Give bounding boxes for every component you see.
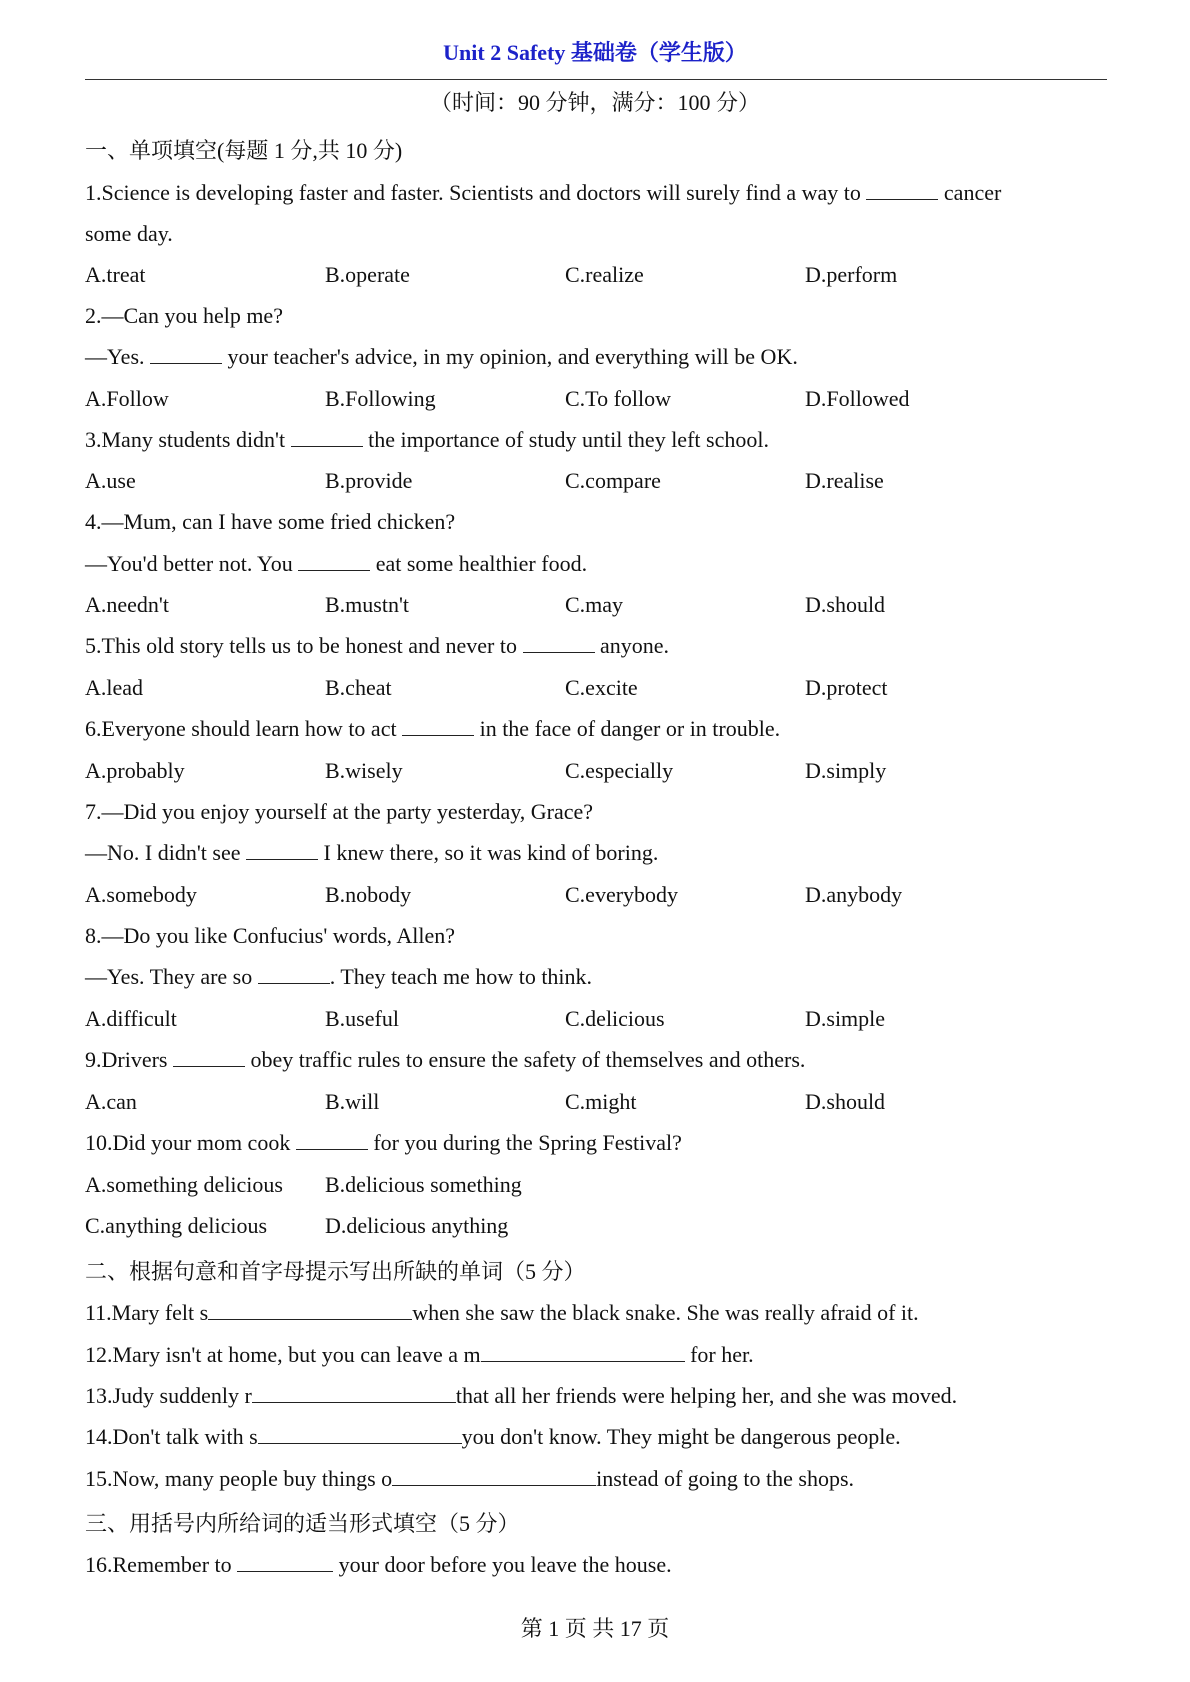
option-c[interactable]: C.especially: [565, 758, 674, 783]
option-b[interactable]: B.provide: [325, 468, 413, 493]
option-c[interactable]: C.may: [565, 592, 624, 617]
option-b[interactable]: B.wisely: [325, 758, 403, 783]
option-a[interactable]: A.Follow: [85, 386, 169, 411]
question-3: 3.Many students didn't the importance of study until they left school.: [85, 427, 769, 452]
option-d[interactable]: D.protect: [805, 675, 888, 700]
option-a[interactable]: A.lead: [85, 675, 144, 700]
option-d[interactable]: D.Followed: [805, 386, 910, 411]
option-a[interactable]: A.something delicious: [85, 1172, 283, 1197]
option-d[interactable]: D.should: [805, 592, 886, 617]
answer-blank[interactable]: [246, 841, 318, 860]
answer-blank[interactable]: [392, 1467, 596, 1486]
question-9: 9.Drivers obey traffic rules to ensure the safety of themselves and others.: [85, 1047, 806, 1072]
answer-blank[interactable]: [291, 428, 363, 447]
header-divider: [85, 79, 1107, 80]
option-d[interactable]: D.delicious anything: [325, 1213, 509, 1238]
option-c[interactable]: C.delicious: [565, 1006, 665, 1031]
option-b[interactable]: B.cheat: [325, 675, 392, 700]
answer-blank[interactable]: [208, 1301, 412, 1320]
answer-blank[interactable]: [258, 965, 330, 984]
question-4: 4.—Mum, can I have some fried chicken?: [85, 509, 456, 534]
section-heading-2: 二、根据句意和首字母提示写出所缺的单词（5 分）: [85, 1259, 586, 1284]
option-a[interactable]: A.needn't: [85, 592, 169, 617]
option-d[interactable]: D.simple: [805, 1006, 886, 1031]
option-a[interactable]: A.use: [85, 468, 136, 493]
question-15: 15.Now, many people buy things o instead of going to the shops.: [85, 1466, 855, 1491]
answer-blank[interactable]: [173, 1048, 245, 1067]
section-heading-1: 一、单项填空(每题 1 分,共 10 分): [85, 138, 403, 163]
question-12: 12.Mary isn't at home, but you can leave a m for her.: [85, 1342, 754, 1367]
answer-blank[interactable]: [523, 634, 595, 653]
answer-blank[interactable]: [866, 181, 938, 200]
option-a[interactable]: A.difficult: [85, 1006, 177, 1031]
option-c[interactable]: C.compare: [565, 468, 661, 493]
option-b[interactable]: B.operate: [325, 262, 410, 287]
answer-blank[interactable]: [481, 1343, 685, 1362]
option-a[interactable]: A.somebody: [85, 882, 197, 907]
answer-blank[interactable]: [252, 1384, 456, 1403]
document-title: Unit 2 Safety 基础卷（学生版）: [443, 40, 747, 65]
option-a[interactable]: A.can: [85, 1089, 137, 1114]
question-4-reply: —You'd better not. You eat some healthier food.: [85, 551, 588, 576]
option-c[interactable]: C.To follow: [565, 386, 672, 411]
option-d[interactable]: D.should: [805, 1089, 886, 1114]
option-b[interactable]: B.useful: [325, 1006, 399, 1031]
option-a[interactable]: A.treat: [85, 262, 146, 287]
question-11: 11.Mary felt s when she saw the black snake. She was really afraid of it.: [85, 1300, 919, 1325]
option-b[interactable]: B.nobody: [325, 882, 412, 907]
question-1: 1.Science is developing faster and faster. Scientists and doctors will surely find a way to cancer: [85, 180, 1002, 205]
question-7-reply: —No. I didn't see I knew there, so it was kind of boring.: [85, 840, 659, 865]
question-8-reply: —Yes. They are so . They teach me how to think.: [85, 964, 593, 989]
page-footer: 第 1 页 共 17 页: [520, 1616, 670, 1641]
answer-blank[interactable]: [150, 345, 222, 364]
option-b[interactable]: B.will: [325, 1089, 380, 1114]
answer-blank[interactable]: [402, 717, 474, 736]
question-8: 8.—Do you like Confucius' words, Allen?: [85, 923, 455, 948]
question-5: 5.This old story tells us to be honest and never to anyone.: [85, 633, 670, 658]
question-7: 7.—Did you enjoy yourself at the party yesterday, Grace?: [85, 799, 594, 824]
option-b[interactable]: B.mustn't: [325, 592, 410, 617]
question-6: 6.Everyone should learn how to act in the face of danger or in trouble.: [85, 716, 781, 741]
option-a[interactable]: A.probably: [85, 758, 185, 783]
option-c[interactable]: C.realize: [565, 262, 644, 287]
question-14: 14.Don't talk with s you don't know. They might be dangerous people.: [85, 1424, 901, 1449]
question-2-reply: —Yes. your teacher's advice, in my opinion, and everything will be OK.: [85, 344, 798, 369]
question-13: 13.Judy suddenly r that all her friends were helping her, and she was moved.: [85, 1383, 958, 1408]
option-c[interactable]: C.anything delicious: [85, 1213, 268, 1238]
option-b[interactable]: B.Following: [325, 386, 436, 411]
question-2: 2.—Can you help me?: [85, 303, 283, 328]
exam-time-info: （时间：90 分钟，满分：100 分）: [429, 90, 760, 115]
option-d[interactable]: D.realise: [805, 468, 884, 493]
option-d[interactable]: D.simply: [805, 758, 887, 783]
answer-blank[interactable]: [237, 1553, 333, 1572]
answer-blank[interactable]: [298, 552, 370, 571]
section-heading-3: 三、用括号内所给词的适当形式填空（5 分）: [85, 1511, 520, 1536]
option-d[interactable]: D.perform: [805, 262, 898, 287]
option-b[interactable]: B.delicious something: [325, 1172, 522, 1197]
question-16: 16.Remember to your door before you leave the house.: [85, 1552, 672, 1577]
option-d[interactable]: D.anybody: [805, 882, 903, 907]
option-c[interactable]: C.everybody: [565, 882, 679, 907]
question-1-cont: some day.: [85, 221, 173, 246]
option-c[interactable]: C.excite: [565, 675, 638, 700]
answer-blank[interactable]: [296, 1131, 368, 1150]
option-c[interactable]: C.might: [565, 1089, 637, 1114]
answer-blank[interactable]: [258, 1425, 462, 1444]
question-10: 10.Did your mom cook for you during the Spring Festival?: [85, 1130, 682, 1155]
